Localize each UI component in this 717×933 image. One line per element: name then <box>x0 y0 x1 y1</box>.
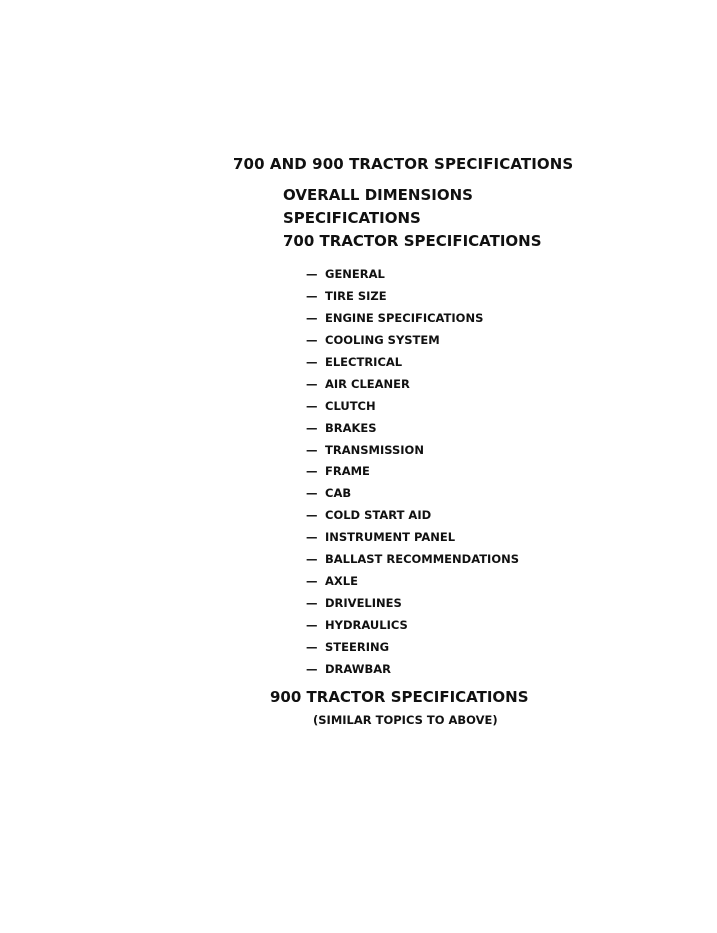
topic-label: AIR CLEANER <box>325 376 410 391</box>
dash-bullet: — <box>306 618 318 632</box>
topic-label: TRANSMISSION <box>325 442 424 457</box>
topic-item <box>306 288 519 310</box>
topic-item <box>306 639 519 661</box>
topic-item <box>306 376 519 398</box>
section-item: OVERALL DIMENSIONS <box>283 186 473 204</box>
topic-item <box>306 463 519 485</box>
topic-label: ELECTRICAL <box>325 354 403 369</box>
topic-label: HYDRAULICS <box>325 618 408 632</box>
topic-label: BALLAST RECOMMENDATIONS <box>325 552 520 567</box>
topic-item <box>306 332 519 354</box>
topic-label: TIRE SIZE <box>325 288 387 303</box>
section-item: SPECIFICATIONS <box>283 209 421 227</box>
dash-bullet: — <box>306 552 318 567</box>
topic-item <box>306 661 519 683</box>
dash-bullet: — <box>306 398 318 413</box>
topic-label: AXLE <box>325 574 358 589</box>
topic-label: STEERING <box>325 639 390 654</box>
topic-label: CAB <box>325 486 352 501</box>
topic-label: DRIVELINES <box>325 596 402 611</box>
topic-list <box>306 266 519 683</box>
dash-bullet: — <box>306 332 318 347</box>
dash-bullet: — <box>306 530 318 545</box>
topic-label: INSTRUMENT PANEL <box>325 530 456 545</box>
dash-bullet: — <box>306 486 318 501</box>
topic-item <box>306 398 519 420</box>
topic-item <box>306 529 519 551</box>
topic-label: ENGINE SPECIFICATIONS <box>325 310 484 325</box>
topic-item <box>306 266 519 288</box>
dash-bullet: — <box>306 596 318 611</box>
topic-label: DRAWBAR <box>325 661 391 676</box>
section-900-note: (SIMILAR TOPICS TO ABOVE) <box>313 713 498 727</box>
topic-item <box>306 573 519 595</box>
topic-label: COOLING SYSTEM <box>325 332 440 347</box>
topic-item <box>306 551 519 573</box>
dash-bullet: — <box>306 661 318 676</box>
topic-label: GENERAL <box>325 267 385 281</box>
dash-bullet: — <box>306 354 318 369</box>
dash-bullet: — <box>306 288 318 303</box>
topic-item <box>306 420 519 442</box>
topic-item <box>306 595 519 617</box>
topic-item <box>306 354 519 376</box>
topic-label: COLD START AID <box>325 508 432 523</box>
topic-item <box>306 617 519 639</box>
topic-item <box>306 507 519 529</box>
topic-label: FRAME <box>325 464 370 479</box>
topic-label: BRAKES <box>325 420 377 435</box>
dash-bullet: — <box>306 267 318 281</box>
topic-item <box>306 442 519 464</box>
dash-bullet: — <box>306 639 318 654</box>
topic-item <box>306 310 519 332</box>
page-title: 700 AND 900 TRACTOR SPECIFICATIONS <box>233 155 574 173</box>
section-list <box>283 185 542 254</box>
topic-item <box>306 485 519 507</box>
dash-bullet: — <box>306 442 318 457</box>
dash-bullet: — <box>306 464 318 479</box>
section-item: 700 TRACTOR SPECIFICATIONS <box>283 232 542 250</box>
dash-bullet: — <box>306 508 318 523</box>
dash-bullet: — <box>306 574 318 589</box>
dash-bullet: — <box>306 420 318 435</box>
section-900-heading: 900 TRACTOR SPECIFICATIONS <box>270 688 529 706</box>
dash-bullet: — <box>306 376 318 391</box>
dash-bullet: — <box>306 310 318 325</box>
topic-label: CLUTCH <box>325 398 376 413</box>
